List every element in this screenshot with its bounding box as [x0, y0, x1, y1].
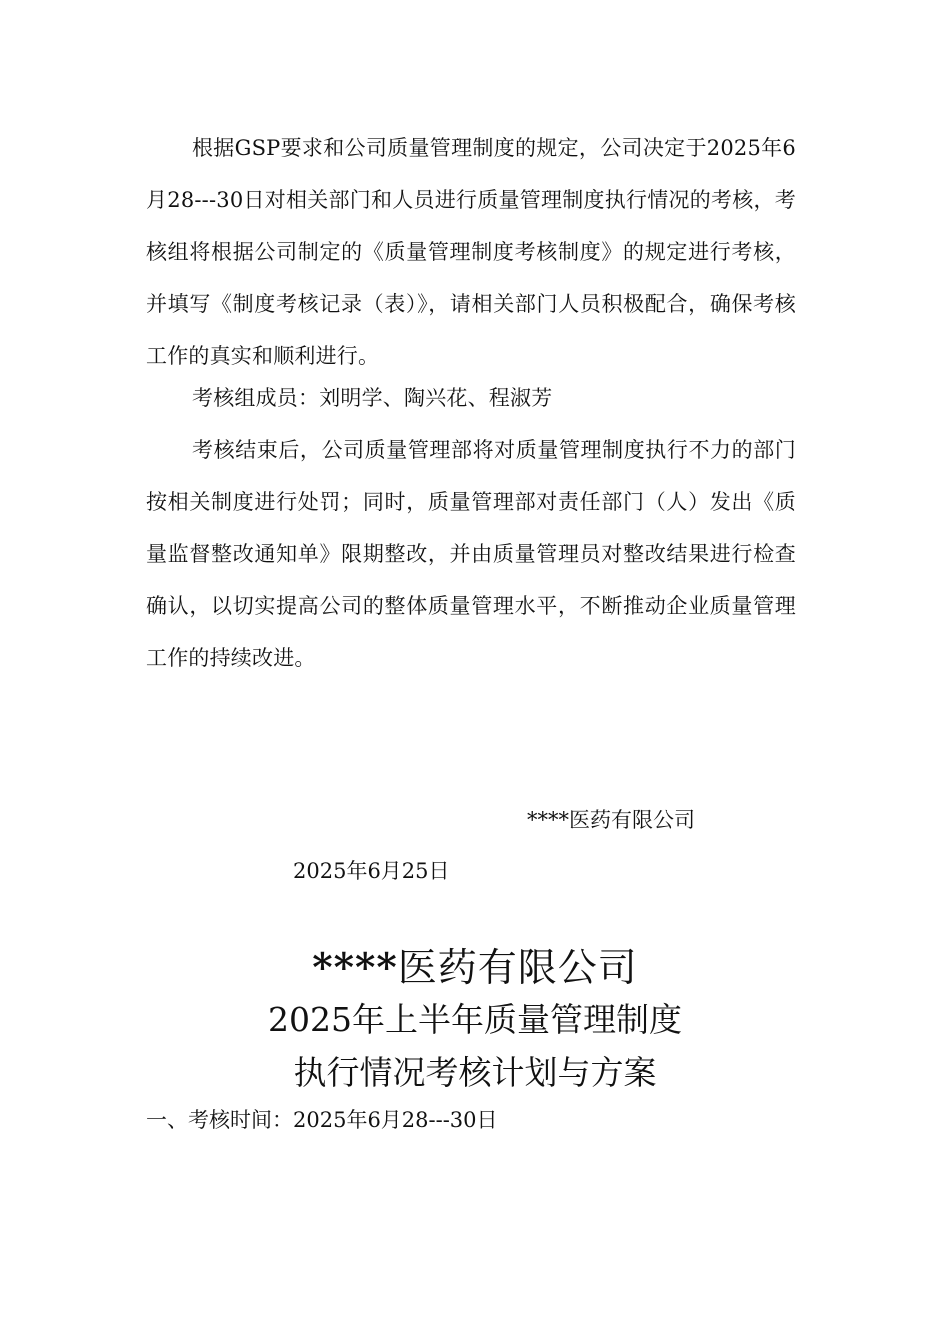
section-heading-1: 一、考核时间：2025年6月28---30日 — [146, 1108, 498, 1132]
notice-date: 2025年6月25日 — [293, 859, 450, 883]
plan-title-line-3: 执行情况考核计划与方案 — [293, 1053, 657, 1092]
notice-paragraph-3: 考核结束后，公司质量管理部将对质量管理制度执行不力的部门按相关制度进行处罚；同时，质量管理部对责任部门（人）发出《质量监督整改通知单》限期整改，并由质量管理员对整改结果进行检查确认，以切实提高公司的整体质量管理水平，不断推动企业质量管理工作的持续改进。 — [146, 438, 796, 670]
company-name: 医药有限公司 — [397, 946, 638, 991]
notice-paragraph-1: 根据GSP要求和公司质量管理制度的规定，公司决定于2025年6月28---30日对相关部门和人员进行质量管理制度执行情况的考核，考核组将根据公司制定的《质量管理制度考核制度》的规定进行考核，并填写《制度考核记录（表）》，请相关部门人员积极配合，确保考核工作的真实和顺利进行。 — [146, 136, 796, 368]
notice-team-members: 考核组成员：刘明学、陶兴花、程淑芳 — [192, 386, 553, 410]
plan-title-line-2: 2025年上半年质量管理制度 — [268, 1000, 682, 1039]
plan-company-title — [0, 940, 950, 997]
notice-signature: ****医药有限公司 — [527, 808, 695, 832]
company-stars: **** — [312, 945, 398, 991]
